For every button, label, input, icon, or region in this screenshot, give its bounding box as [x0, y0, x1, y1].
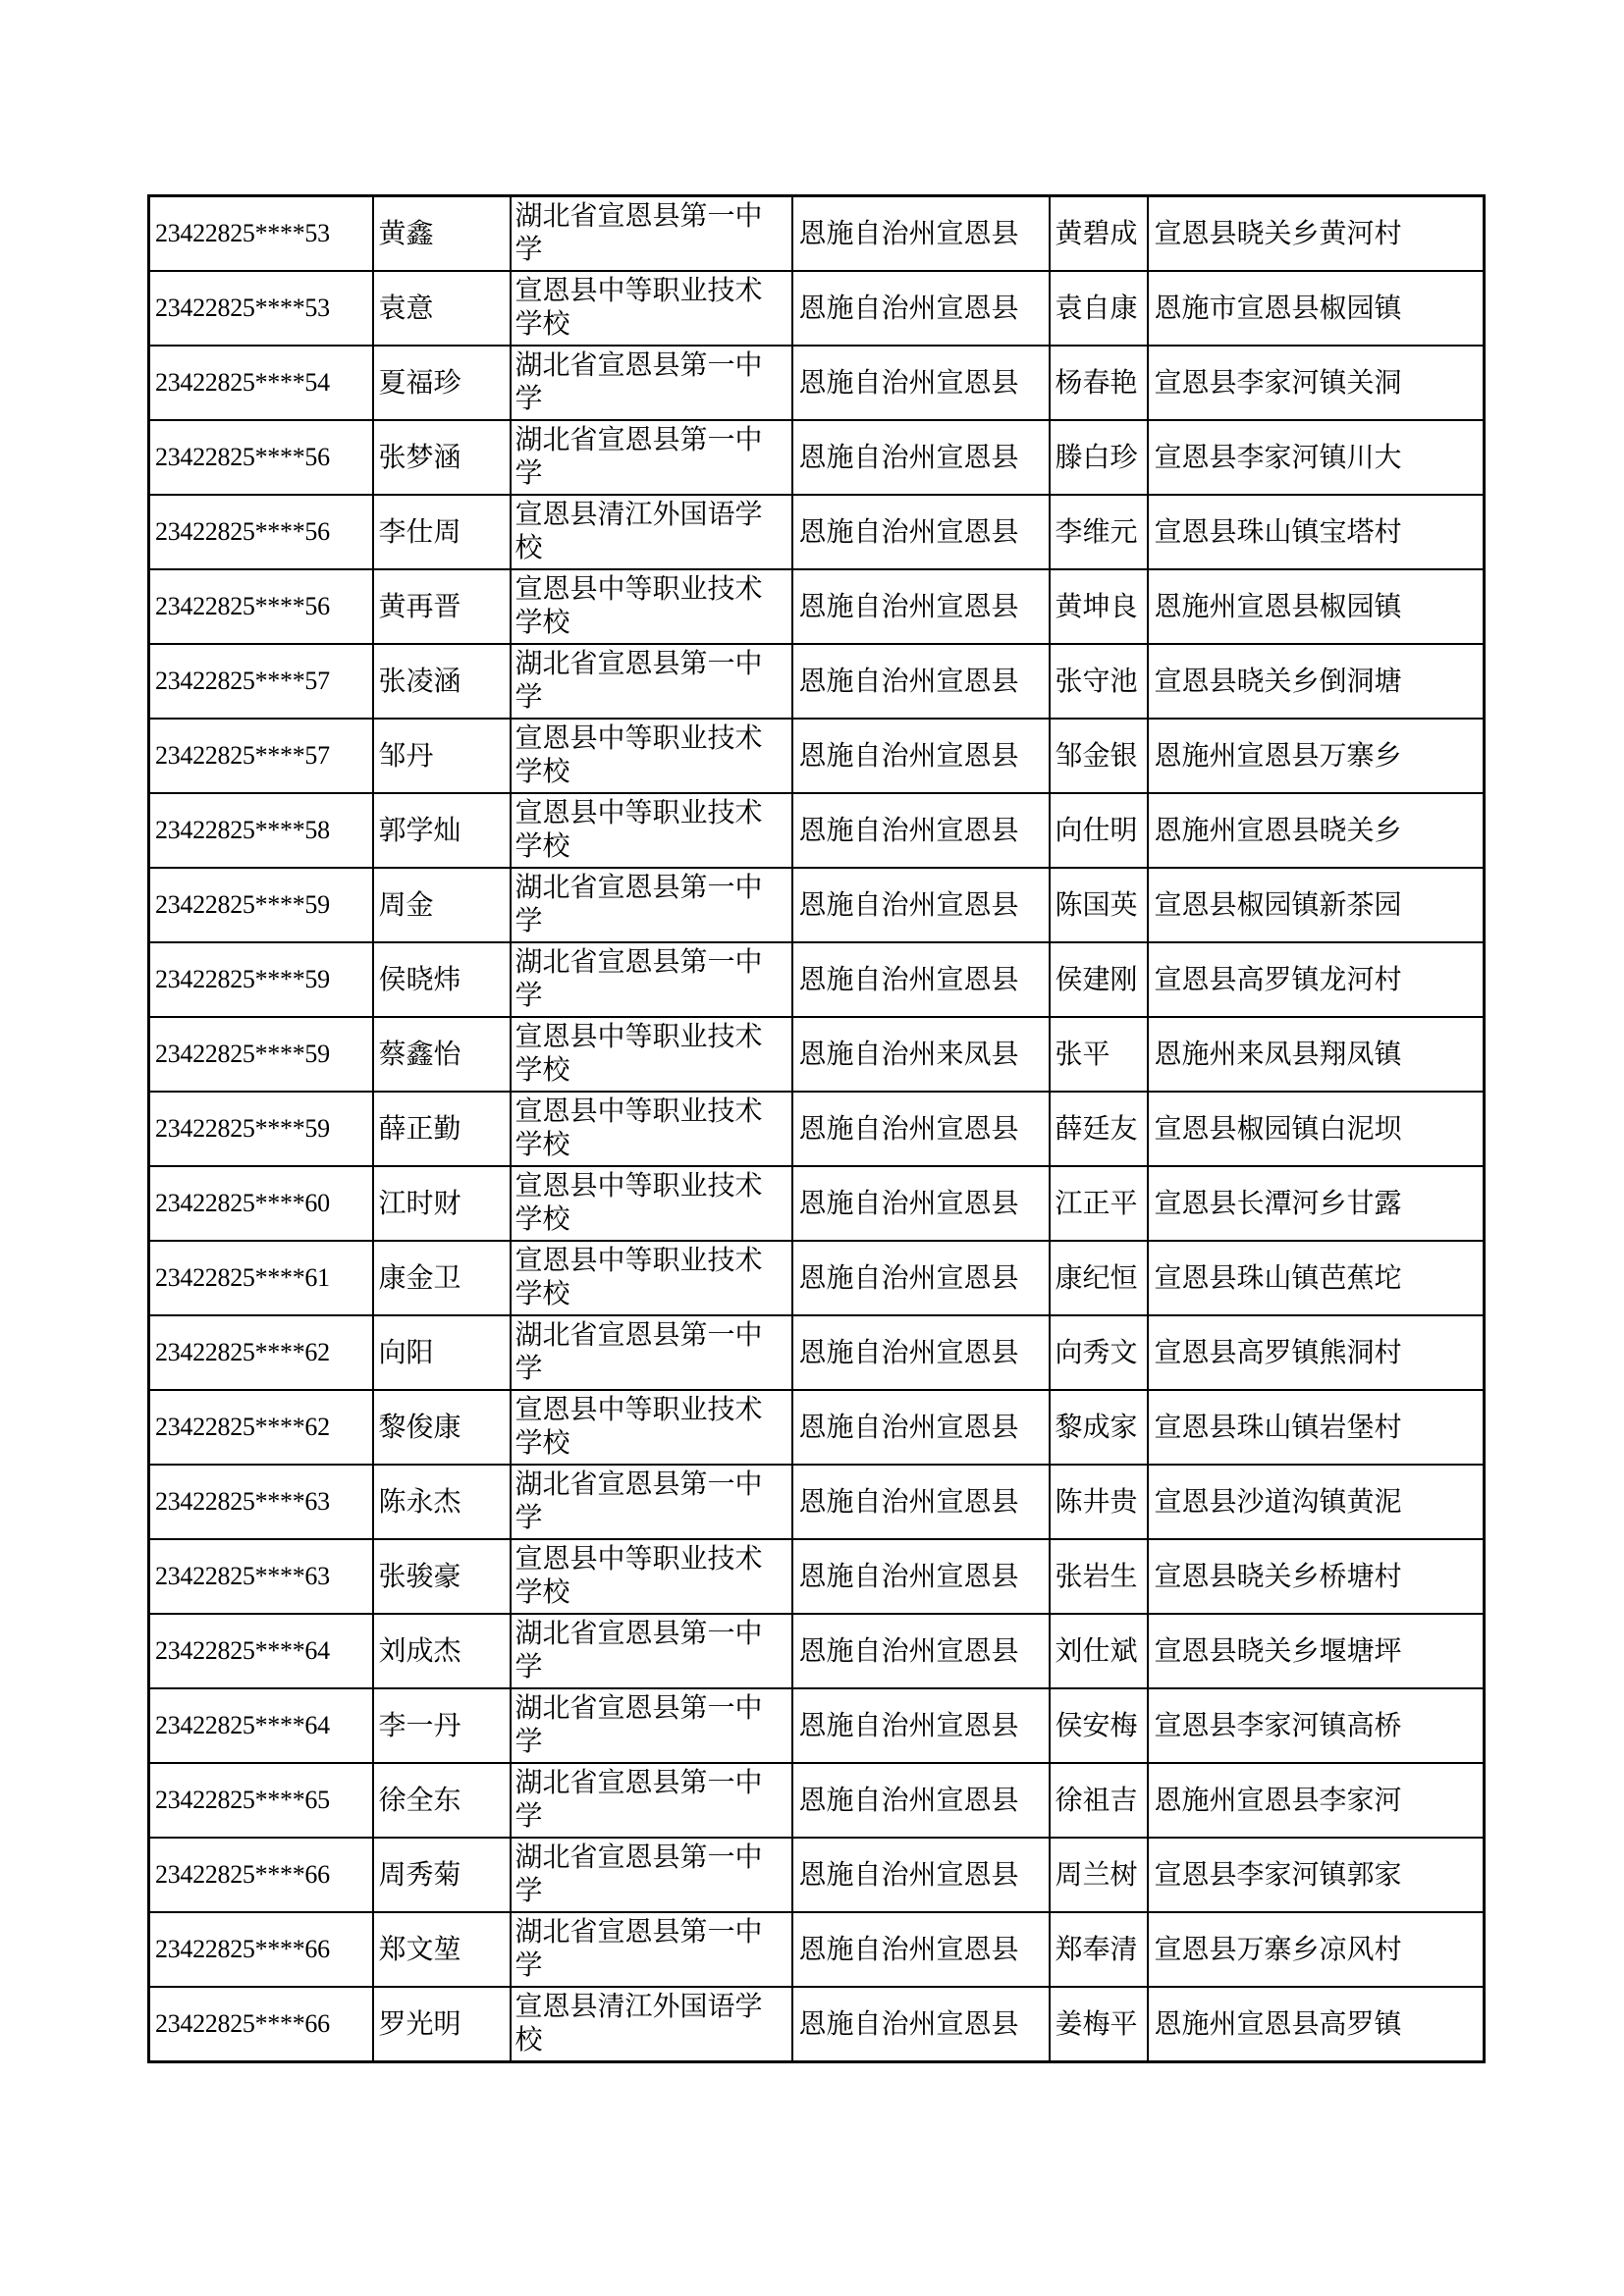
student-id-cell: 23422825****53 [149, 271, 373, 346]
guardian-name-cell: 薛廷友 [1050, 1092, 1148, 1166]
region-cell: 恩施自治州宣恩县 [792, 1688, 1050, 1763]
student-name-cell: 向阳 [373, 1315, 511, 1390]
guardian-name-cell: 张守池 [1050, 644, 1148, 719]
student-id-cell: 23422825****56 [149, 569, 373, 644]
student-name-cell: 夏福珍 [373, 346, 511, 420]
table-row [149, 868, 1485, 942]
region-cell: 恩施自治州宣恩县 [792, 1315, 1050, 1390]
guardian-name-cell: 向秀文 [1050, 1315, 1148, 1390]
address-cell: 宣恩县李家河镇高桥 [1148, 1688, 1485, 1763]
student-name-cell: 侯晓炜 [373, 942, 511, 1017]
guardian-name-cell: 张平 [1050, 1017, 1148, 1092]
school-cell: 湖北省宣恩县第一中学 [511, 1838, 792, 1912]
region-cell: 恩施自治州宣恩县 [792, 495, 1050, 569]
table-row [149, 793, 1485, 868]
school-cell: 湖北省宣恩县第一中学 [511, 1912, 792, 1987]
table-row [149, 346, 1485, 420]
region-cell: 恩施自治州宣恩县 [792, 1539, 1050, 1614]
address-cell: 宣恩县沙道沟镇黄泥 [1148, 1465, 1485, 1539]
student-name-cell: 薛正勤 [373, 1092, 511, 1166]
table-row [149, 1465, 1485, 1539]
address-cell: 宣恩县珠山镇宝塔村 [1148, 495, 1485, 569]
school-cell: 宣恩县清江外国语学校 [511, 1987, 792, 2062]
region-cell: 恩施自治州宣恩县 [792, 1838, 1050, 1912]
address-cell: 宣恩县李家河镇关洞 [1148, 346, 1485, 420]
guardian-name-cell: 郑奉清 [1050, 1912, 1148, 1987]
student-name-cell: 张凌涵 [373, 644, 511, 719]
student-id-cell: 23422825****59 [149, 1092, 373, 1166]
student-id-cell: 23422825****63 [149, 1465, 373, 1539]
student-id-cell: 23422825****66 [149, 1987, 373, 2062]
school-cell: 湖北省宣恩县第一中学 [511, 1763, 792, 1838]
region-cell: 恩施自治州宣恩县 [792, 1241, 1050, 1315]
table-row [149, 1315, 1485, 1390]
student-id-cell: 23422825****57 [149, 719, 373, 793]
table-row [149, 271, 1485, 346]
table-row [149, 719, 1485, 793]
student-name-cell: 江时财 [373, 1166, 511, 1241]
table-row [149, 1092, 1485, 1166]
guardian-name-cell: 陈国英 [1050, 868, 1148, 942]
guardian-name-cell: 杨春艳 [1050, 346, 1148, 420]
address-cell: 恩施州宣恩县椒园镇 [1148, 569, 1485, 644]
region-cell: 恩施自治州宣恩县 [792, 1465, 1050, 1539]
student-id-cell: 23422825****63 [149, 1539, 373, 1614]
address-cell: 宣恩县椒园镇白泥坝 [1148, 1092, 1485, 1166]
school-cell: 宣恩县中等职业技术学校 [511, 569, 792, 644]
address-cell: 宣恩县长潭河乡甘露 [1148, 1166, 1485, 1241]
address-cell: 宣恩县万寨乡凉风村 [1148, 1912, 1485, 1987]
address-cell: 宣恩县晓关乡倒洞塘 [1148, 644, 1485, 719]
guardian-name-cell: 黎成家 [1050, 1390, 1148, 1465]
region-cell: 恩施自治州来凤县 [792, 1017, 1050, 1092]
guardian-name-cell: 黄坤良 [1050, 569, 1148, 644]
student-name-cell: 黄再晋 [373, 569, 511, 644]
student-name-cell: 李一丹 [373, 1688, 511, 1763]
school-cell: 宣恩县中等职业技术学校 [511, 1241, 792, 1315]
table-row [149, 1539, 1485, 1614]
school-cell: 宣恩县中等职业技术学校 [511, 1539, 792, 1614]
student-name-cell: 张梦涵 [373, 420, 511, 495]
student-name-cell: 李仕周 [373, 495, 511, 569]
region-cell: 恩施自治州宣恩县 [792, 793, 1050, 868]
school-cell: 宣恩县中等职业技术学校 [511, 1390, 792, 1465]
student-name-cell: 袁意 [373, 271, 511, 346]
student-name-cell: 康金卫 [373, 1241, 511, 1315]
school-cell: 湖北省宣恩县第一中学 [511, 1614, 792, 1688]
student-name-cell: 周秀菊 [373, 1838, 511, 1912]
table-row [149, 1390, 1485, 1465]
table-row [149, 1688, 1485, 1763]
table-row [149, 644, 1485, 719]
student-name-cell: 罗光明 [373, 1987, 511, 2062]
guardian-name-cell: 滕白珍 [1050, 420, 1148, 495]
school-cell: 宣恩县中等职业技术学校 [511, 1092, 792, 1166]
school-cell: 湖北省宣恩县第一中学 [511, 346, 792, 420]
address-cell: 恩施州宣恩县晓关乡 [1148, 793, 1485, 868]
guardian-name-cell: 徐祖吉 [1050, 1763, 1148, 1838]
student-id-cell: 23422825****59 [149, 1017, 373, 1092]
student-name-cell: 陈永杰 [373, 1465, 511, 1539]
guardian-name-cell: 邹金银 [1050, 719, 1148, 793]
student-id-cell: 23422825****53 [149, 196, 373, 272]
address-cell: 宣恩县晓关乡黄河村 [1148, 196, 1485, 272]
school-cell: 宣恩县中等职业技术学校 [511, 793, 792, 868]
address-cell: 宣恩县晓关乡桥塘村 [1148, 1539, 1485, 1614]
student-id-cell: 23422825****62 [149, 1390, 373, 1465]
student-id-cell: 23422825****66 [149, 1912, 373, 1987]
region-cell: 恩施自治州宣恩县 [792, 942, 1050, 1017]
student-id-cell: 23422825****59 [149, 868, 373, 942]
region-cell: 恩施自治州宣恩县 [792, 644, 1050, 719]
student-table [147, 194, 1486, 2063]
school-cell: 宣恩县中等职业技术学校 [511, 271, 792, 346]
student-id-cell: 23422825****54 [149, 346, 373, 420]
guardian-name-cell: 向仕明 [1050, 793, 1148, 868]
guardian-name-cell: 陈井贵 [1050, 1465, 1148, 1539]
table-row [149, 1166, 1485, 1241]
student-name-cell: 黄鑫 [373, 196, 511, 272]
table-row [149, 569, 1485, 644]
region-cell: 恩施自治州宣恩县 [792, 868, 1050, 942]
address-cell: 宣恩县李家河镇川大 [1148, 420, 1485, 495]
school-cell: 宣恩县中等职业技术学校 [511, 719, 792, 793]
region-cell: 恩施自治州宣恩县 [792, 420, 1050, 495]
region-cell: 恩施自治州宣恩县 [792, 1763, 1050, 1838]
student-id-cell: 23422825****64 [149, 1688, 373, 1763]
school-cell: 宣恩县中等职业技术学校 [511, 1166, 792, 1241]
region-cell: 恩施自治州宣恩县 [792, 1092, 1050, 1166]
school-cell: 宣恩县中等职业技术学校 [511, 1017, 792, 1092]
school-cell: 湖北省宣恩县第一中学 [511, 644, 792, 719]
table-row [149, 1017, 1485, 1092]
address-cell: 恩施州宣恩县高罗镇 [1148, 1987, 1485, 2062]
school-cell: 湖北省宣恩县第一中学 [511, 868, 792, 942]
guardian-name-cell: 康纪恒 [1050, 1241, 1148, 1315]
region-cell: 恩施自治州宣恩县 [792, 346, 1050, 420]
guardian-name-cell: 刘仕斌 [1050, 1614, 1148, 1688]
student-id-cell: 23422825****65 [149, 1763, 373, 1838]
school-cell: 湖北省宣恩县第一中学 [511, 1315, 792, 1390]
student-id-cell: 23422825****56 [149, 420, 373, 495]
student-id-cell: 23422825****57 [149, 644, 373, 719]
school-cell: 湖北省宣恩县第一中学 [511, 1688, 792, 1763]
address-cell: 宣恩县椒园镇新茶园 [1148, 868, 1485, 942]
region-cell: 恩施自治州宣恩县 [792, 196, 1050, 272]
table-row [149, 1912, 1485, 1987]
table-row [149, 1838, 1485, 1912]
student-name-cell: 蔡鑫怡 [373, 1017, 511, 1092]
student-name-cell: 张骏豪 [373, 1539, 511, 1614]
school-cell: 湖北省宣恩县第一中学 [511, 420, 792, 495]
table-row [149, 1987, 1485, 2062]
guardian-name-cell: 江正平 [1050, 1166, 1148, 1241]
student-name-cell: 周金 [373, 868, 511, 942]
region-cell: 恩施自治州宣恩县 [792, 1912, 1050, 1987]
student-id-cell: 23422825****62 [149, 1315, 373, 1390]
address-cell: 恩施市宣恩县椒园镇 [1148, 271, 1485, 346]
student-id-cell: 23422825****61 [149, 1241, 373, 1315]
student-id-cell: 23422825****64 [149, 1614, 373, 1688]
table-row [149, 196, 1485, 272]
school-cell: 湖北省宣恩县第一中学 [511, 1465, 792, 1539]
student-name-cell: 刘成杰 [373, 1614, 511, 1688]
address-cell: 宣恩县高罗镇熊洞村 [1148, 1315, 1485, 1390]
table-row [149, 942, 1485, 1017]
region-cell: 恩施自治州宣恩县 [792, 1614, 1050, 1688]
guardian-name-cell: 黄碧成 [1050, 196, 1148, 272]
guardian-name-cell: 姜梅平 [1050, 1987, 1148, 2062]
region-cell: 恩施自治州宣恩县 [792, 1987, 1050, 2062]
address-cell: 恩施州来凤县翔凤镇 [1148, 1017, 1485, 1092]
table-row [149, 1763, 1485, 1838]
address-cell: 宣恩县晓关乡堰塘坪 [1148, 1614, 1485, 1688]
address-cell: 宣恩县珠山镇芭蕉坨 [1148, 1241, 1485, 1315]
student-id-cell: 23422825****66 [149, 1838, 373, 1912]
guardian-name-cell: 李维元 [1050, 495, 1148, 569]
student-id-cell: 23422825****60 [149, 1166, 373, 1241]
region-cell: 恩施自治州宣恩县 [792, 1166, 1050, 1241]
student-table-body [149, 196, 1485, 2062]
region-cell: 恩施自治州宣恩县 [792, 1390, 1050, 1465]
region-cell: 恩施自治州宣恩县 [792, 569, 1050, 644]
address-cell: 恩施州宣恩县李家河 [1148, 1763, 1485, 1838]
guardian-name-cell: 侯安梅 [1050, 1688, 1148, 1763]
student-name-cell: 郭学灿 [373, 793, 511, 868]
region-cell: 恩施自治州宣恩县 [792, 271, 1050, 346]
student-id-cell: 23422825****58 [149, 793, 373, 868]
address-cell: 宣恩县高罗镇龙河村 [1148, 942, 1485, 1017]
student-name-cell: 黎俊康 [373, 1390, 511, 1465]
guardian-name-cell: 周兰树 [1050, 1838, 1148, 1912]
table-row [149, 1241, 1485, 1315]
table-row [149, 1614, 1485, 1688]
guardian-name-cell: 袁自康 [1050, 271, 1148, 346]
student-name-cell: 徐全东 [373, 1763, 511, 1838]
guardian-name-cell: 侯建刚 [1050, 942, 1148, 1017]
school-cell: 湖北省宣恩县第一中学 [511, 942, 792, 1017]
guardian-name-cell: 张岩生 [1050, 1539, 1148, 1614]
student-name-cell: 邹丹 [373, 719, 511, 793]
region-cell: 恩施自治州宣恩县 [792, 719, 1050, 793]
address-cell: 宣恩县珠山镇岩堡村 [1148, 1390, 1485, 1465]
table-row [149, 420, 1485, 495]
school-cell: 宣恩县清江外国语学校 [511, 495, 792, 569]
school-cell: 湖北省宣恩县第一中学 [511, 196, 792, 272]
student-id-cell: 23422825****59 [149, 942, 373, 1017]
address-cell: 恩施州宣恩县万寨乡 [1148, 719, 1485, 793]
student-id-cell: 23422825****56 [149, 495, 373, 569]
address-cell: 宣恩县李家河镇郭家 [1148, 1838, 1485, 1912]
student-name-cell: 郑文堃 [373, 1912, 511, 1987]
table-row [149, 495, 1485, 569]
